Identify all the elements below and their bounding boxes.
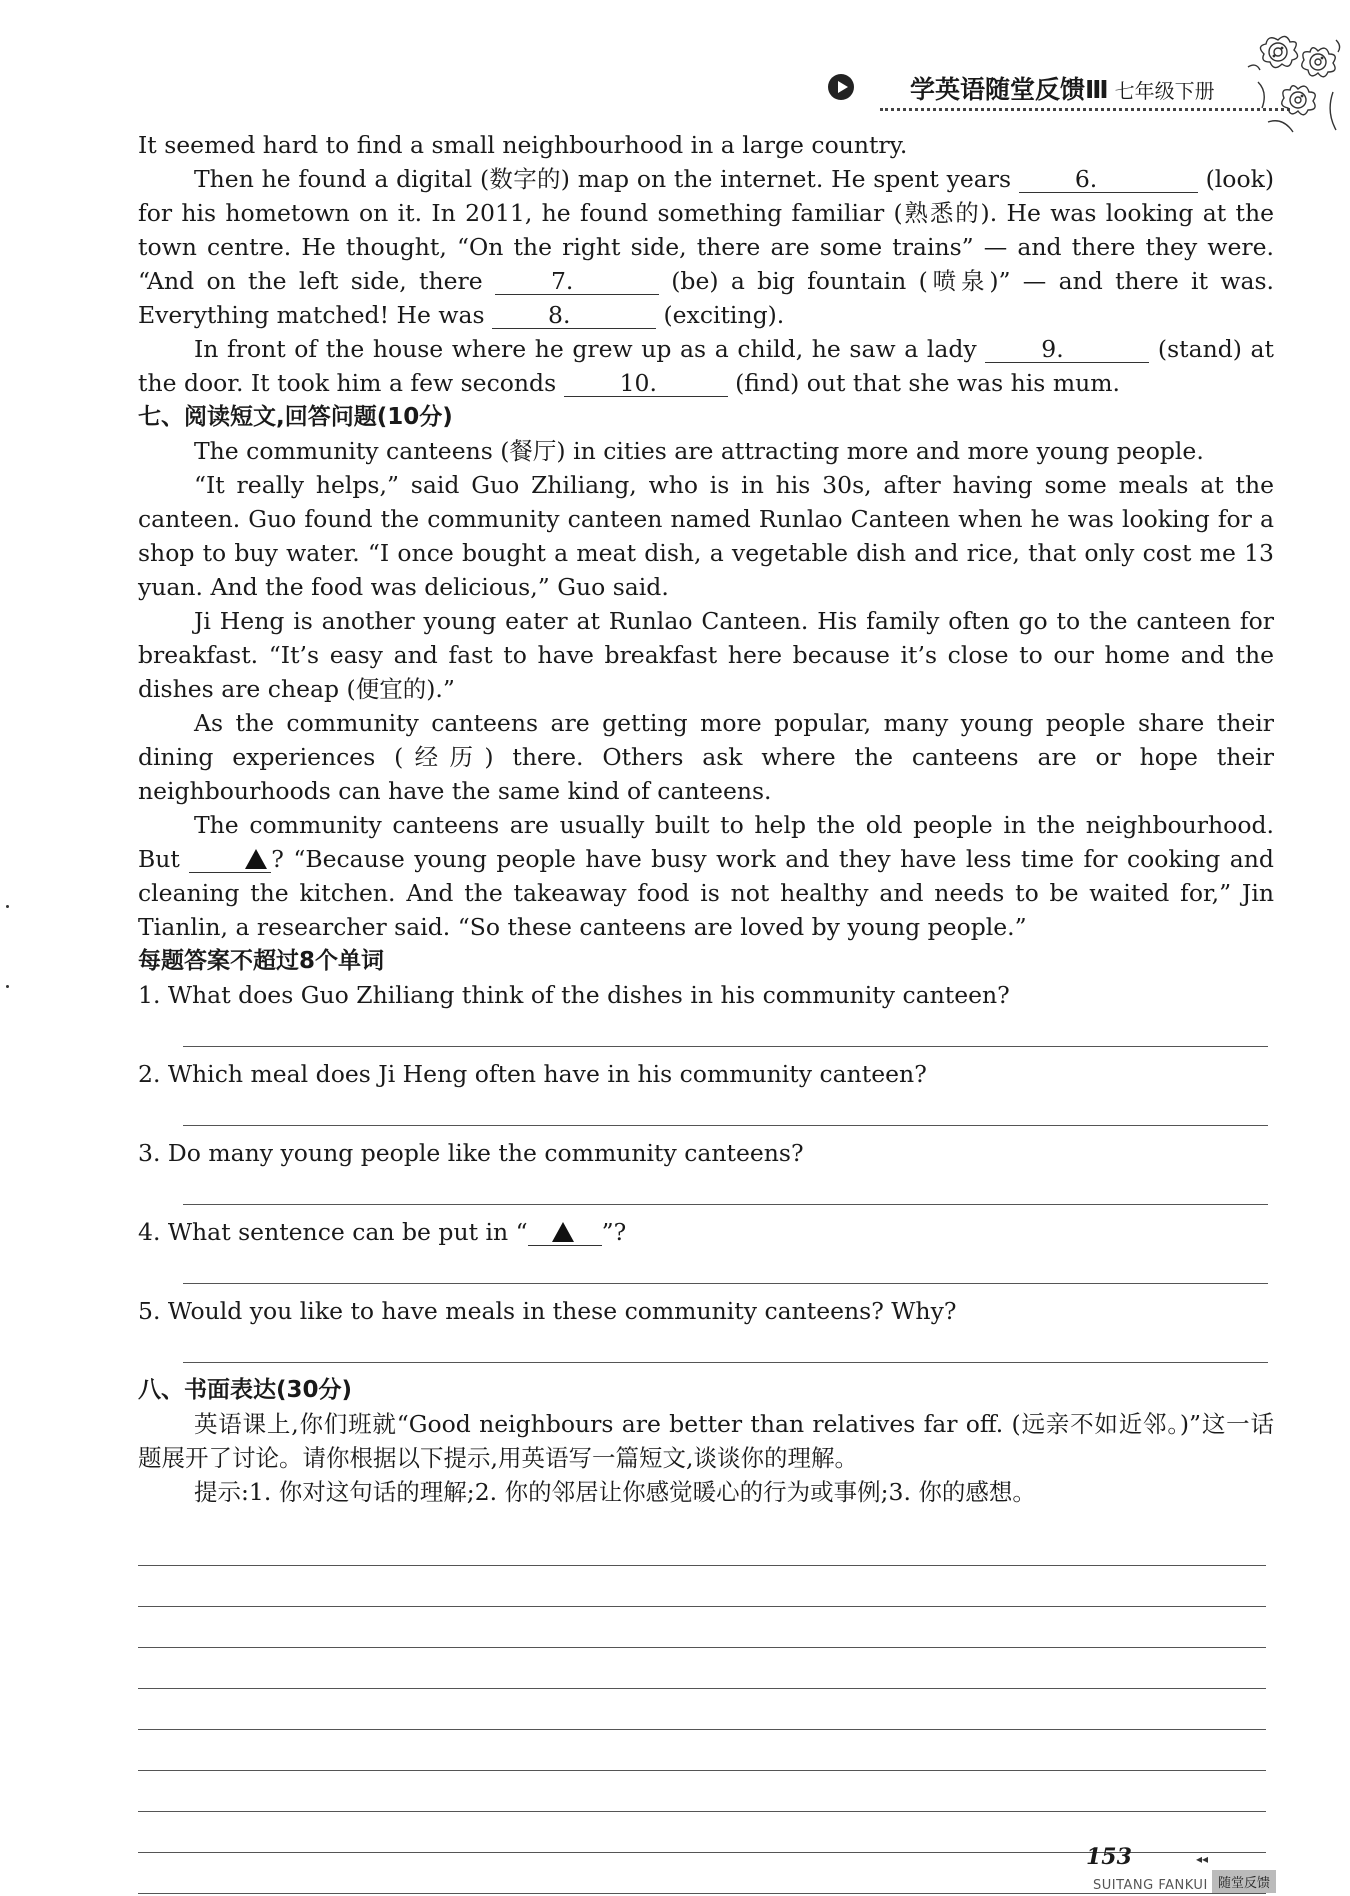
writing-line[interactable] [138,1607,1266,1648]
answer-instruction: 每题答案不超过8个单词 [138,948,385,974]
passage-paragraph-3: In front of the house where he grew up as a child, he saw a lady 9. (stand) at the door. It took him a few seconds 10. (find) out that she was his mum. [138,335,1274,397]
answer-line-3[interactable] [183,1170,1268,1205]
passage-paragraph-2: Then he found a digital (数字的) map on the internet. He spent years 6. (look) for his hometown on it. In 2011, he found something familiar (熟悉的). He was looking at the town centre. He thought, “On the right side, there are some trains” — and there they were. “And on the left side, there 7. (be) a big fountain (喷泉)” — and there it was. Everything matched! He was 8. (exciting). [138,165,1275,329]
header-dotted-rule [880,108,1290,111]
question-5: 5. Would you like to have meals in these community canteens? Why? [138,1297,957,1325]
blank-9[interactable]: 9. [985,336,1149,363]
flower-decoration-icon [1238,22,1348,142]
reading-paragraph-5: The community canteens are usually built to help the old people in the neighbourhood. But ? “Because young people have busy work and they have less time for cooking and cleaning the kitchen. And the takeaway food is not healthy and needs to be waited for,” Jin Tianlin, a researcher said. “So these canteens are loved by young people.” [138,811,1274,941]
question-2: 2. Which meal does Ji Heng often have in his community canteen? [138,1060,927,1088]
margin-mark [6,905,9,908]
margin-mark [6,985,9,988]
question-4-triangle-blank [528,1219,602,1246]
reading-paragraph-4: As the community canteens are getting more popular, many young people share their dining experiences (经历) there. Others ask where the canteens are or hope their neighbourhoods can have the same kind of canteens. [138,709,1274,805]
writing-line[interactable] [138,1648,1266,1689]
blank-10[interactable]: 10. [564,370,728,397]
footer-brand: SUITANG FANKUI [1093,1878,1208,1893]
answer-line-4[interactable] [183,1249,1268,1284]
book-title: 学英语随堂反馈Ⅲ 七年级下册 [910,75,1215,104]
book-grade: 七年级下册 [1114,79,1215,103]
page-header [820,62,1290,112]
writing-line[interactable] [138,1771,1266,1812]
triangle-icon [552,1222,574,1242]
footer-tag: 随堂反馈 [1212,1870,1276,1893]
writing-line[interactable] [138,1689,1266,1730]
writing-prompt: 英语课上,你们班就“Good neighbours are better than relatives far off. (远亲不如近邻。)”这一话题展开了讨论。请你根据以下提示,用英语写一篇短文,谈谈你的理解。 [138,1410,1274,1472]
play-icon [828,74,854,100]
writing-line[interactable] [138,1525,1266,1566]
double-left-arrow-icon: ◂◂ [1196,1852,1209,1866]
page-content [138,128,1274,1894]
reading-paragraph-2: “It really helps,” said Guo Zhiliang, who is in his 30s, after having some meals at the canteen. Guo found the community canteen named Runlao Canteen when he was looking for a shop to buy water. “I once bought a meat dish, a vegetable dish and rice, that only cost me 13 yuan. And the food was delicious,” Guo said. [138,471,1274,601]
answer-line-1[interactable] [183,1012,1268,1047]
writing-line[interactable] [138,1730,1266,1771]
blank-6[interactable]: 6. [1019,166,1198,193]
answer-line-2[interactable] [183,1091,1268,1126]
question-4: 4. What sentence can be put in “ ”? [138,1218,627,1246]
page-number: 153 [1086,1844,1132,1870]
blank-8[interactable]: 8. [492,302,656,329]
question-1: 1. What does Guo Zhiliang think of the dishes in his community canteen? [138,981,1010,1009]
question-3: 3. Do many young people like the community canteens? [138,1139,804,1167]
triangle-blank[interactable] [189,846,271,873]
section-8-title: 八、书面表达(30分) [138,1377,353,1403]
triangle-icon [245,849,267,869]
reading-paragraph-1: The community canteens (餐厅) in cities are attracting more and more young people. [194,437,1204,465]
blank-7[interactable]: 7. [495,268,659,295]
reading-paragraph-3: Ji Heng is another young eater at Runlao Canteen. His family often go to the canteen for breakfast. “It’s easy and fast to have breakfast here because it’s close to our home and the dishes are cheap (便宜的).” [138,607,1274,703]
answer-line-5[interactable] [183,1328,1268,1363]
writing-area[interactable] [138,1525,1274,1894]
passage-line-1: It seemed hard to find a small neighbourhood in a large country. [138,131,908,159]
writing-line[interactable] [138,1566,1266,1607]
section-7-title: 七、阅读短文,回答问题(10分) [138,404,453,430]
writing-hint: 提示:1. 你对这句话的理解;2. 你的邻居让你感觉暖心的行为或事例;3. 你的感想。 [194,1478,1036,1506]
